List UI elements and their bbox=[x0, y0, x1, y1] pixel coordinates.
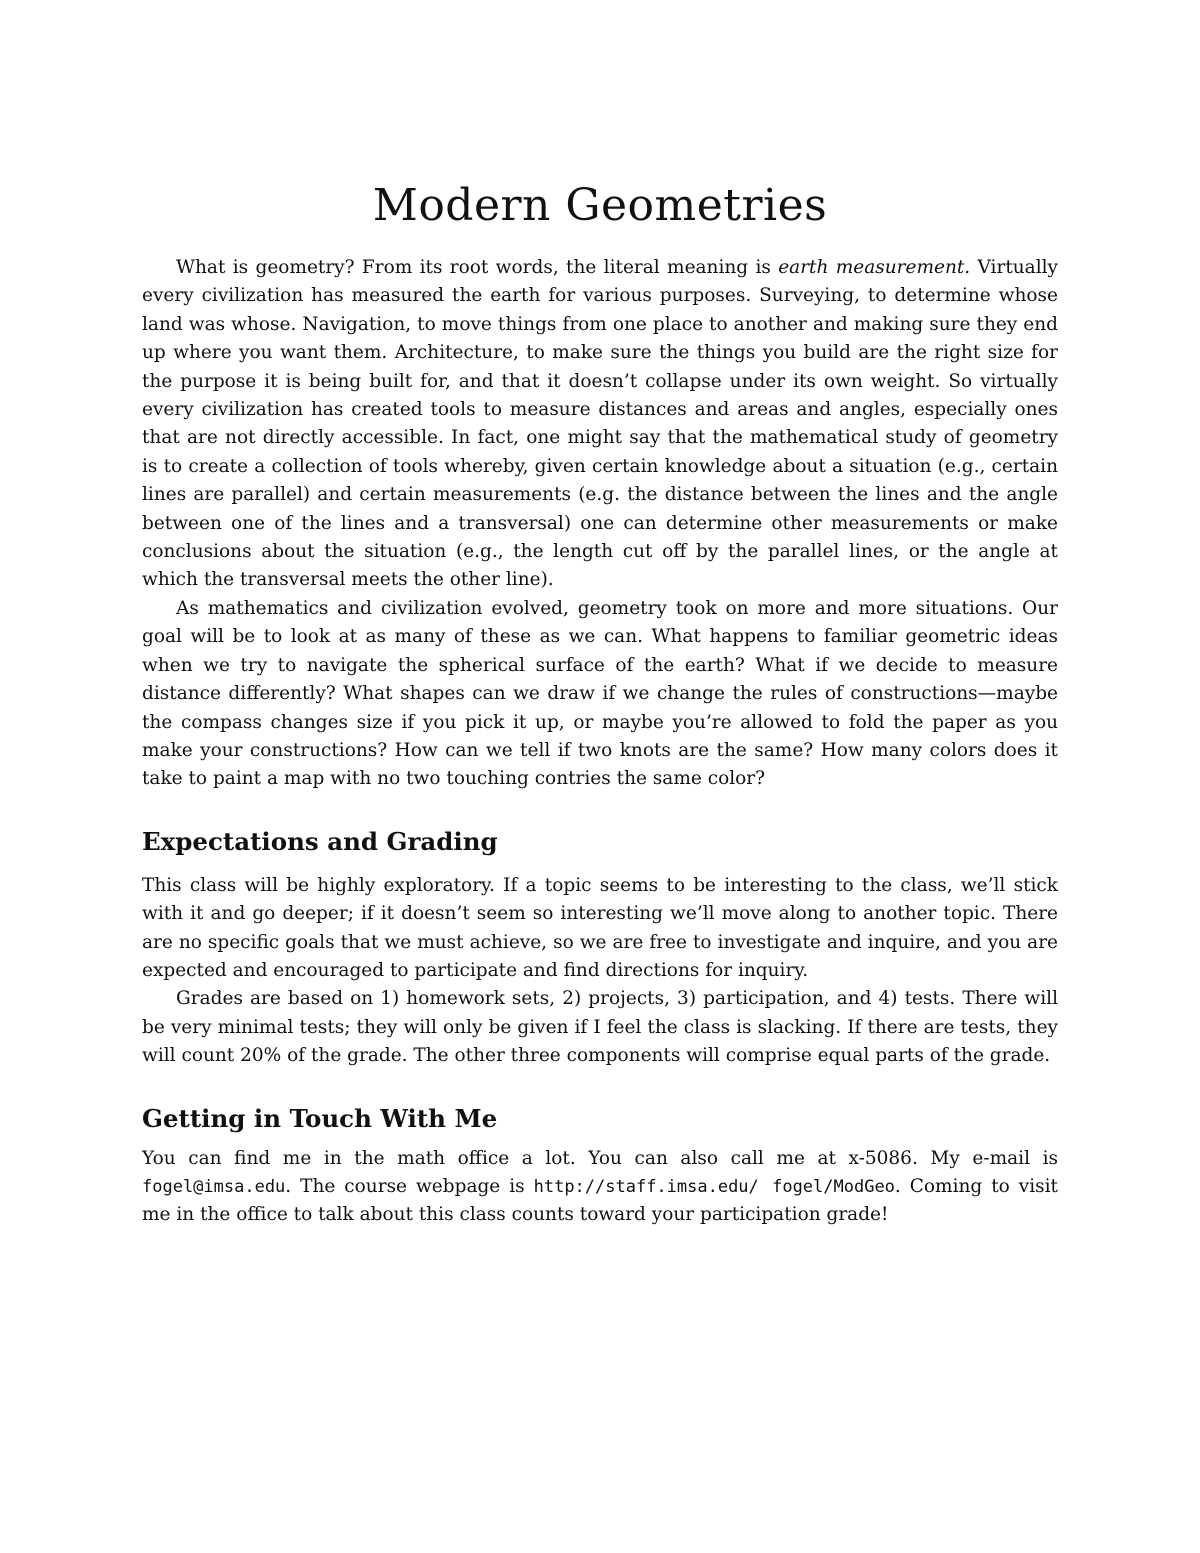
course-webpage-url[interactable]: http://staff.imsa.edu/ fogel/ModGeo bbox=[533, 1176, 895, 1197]
contact-text-b: . The course webpage is bbox=[285, 1175, 534, 1197]
contact-email[interactable]: fogel@imsa.edu bbox=[142, 1176, 286, 1197]
section-heading-contact: Getting in Touch With Me bbox=[142, 1103, 498, 1133]
page-title: Modern Geometries bbox=[372, 180, 828, 231]
intro-paragraph-1 bbox=[142, 254, 1058, 595]
document-page bbox=[142, 178, 1058, 1230]
intro-paragraph-2: As mathematics and civilization evolved, geometry took on more and more situations. Our goal will be to look at as many of these as we can. What happens to familiar geometric ideas when we try to navigate the spherical surface of the earth? What if we decide to measure distance differently? What shapes can we draw if we change the rules of constructions—maybe the compass changes size if you pick it up, or maybe you’re allowed to fold the paper as you make your constructions? How can we tell if two knots are the same? How many colors does it take to paint a map with no two touching contries the same color? bbox=[142, 597, 1058, 790]
intro-p1-text-b: Virtually every civilization has measured the earth for various purposes. Surveying, to determine whose land was whose. Navigation, to move things from one place to another and making sure they end up where you want them. Architecture, to make sure the things you build are the right size for the purpose it is being built for, and that it doesn’t collapse under its own weight. So virtually every civilization has created tools to measure distances and areas and angles, especially ones that are not directly accessible. In fact, one might say that the mathematical study of geometry is to create a collection of tools whereby, given certain knowledge about a situation (e.g., certain lines are parallel) and certain measurements (e.g. the distance between the lines and the angle between one of the lines and a transversal) one can determine other measurements or make conclusions about the situation (e.g., the length cut off by the parallel lines, or the angle at which the transversal meets the other line). bbox=[142, 257, 1058, 591]
expectations-paragraph-1: This class will be highly exploratory. If a topic seems to be interesting to the class, we’ll stick with it and go deeper; if it doesn’t seem so interesting we’ll move along to another topic. There are no specific goals that we must achieve, so we are free to investigate and inquire, and you are expected and encouraged to participate and find directions for inquiry. bbox=[142, 874, 1058, 981]
contact-paragraph bbox=[142, 1145, 1058, 1230]
expectations-paragraph-2: Grades are based on 1) homework sets, 2) projects, 3) participation, and 4) tests. There will be very minimal tests; they will only be given if I feel the class is slacking. If there are tests, they will count 20% of the grade. The other three components will comprise equal parts of the grade. bbox=[142, 988, 1058, 1067]
intro-p1-emphasis: earth measurement. bbox=[778, 257, 971, 278]
contact-text-c: . Coming to visit me in the office to talk about this class counts toward your participation grade! bbox=[142, 1175, 1058, 1226]
contact-text-a: You can find me in the math office a lot. You can also call me at x-5086. My e-mail is bbox=[142, 1147, 1058, 1169]
intro-p1-text-a: What is geometry? From its root words, the literal meaning is bbox=[176, 257, 779, 278]
section-heading-expectations: Expectations and Grading bbox=[142, 826, 498, 856]
